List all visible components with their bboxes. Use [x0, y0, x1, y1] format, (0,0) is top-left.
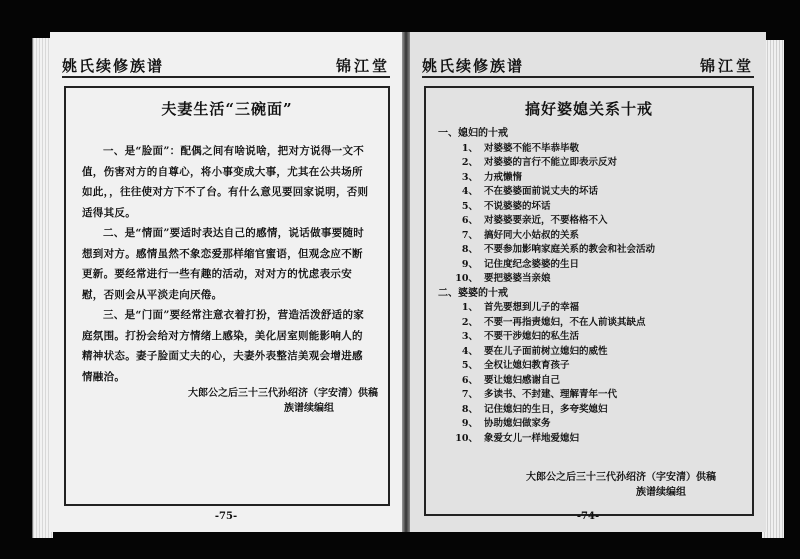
section1-item-number: 10、: [455, 273, 478, 284]
section2-item-number: 1、: [461, 302, 478, 313]
section2-title: 二、婆婆的十戒: [438, 287, 508, 299]
daughter-in-law-section: [438, 127, 752, 287]
book-gutter: [402, 32, 410, 532]
section2-item-number: 7、: [461, 389, 478, 400]
section2-item: [452, 388, 752, 403]
paragraph-face: 一、是“脸面”：配偶之间有啥说啥，把对方说得一文不值，伤害对方的自尊心，将小事变成大事，尤其在公共场所如此，，往往使对方下不了台。有什么意见要回家说明，否则适得其反。: [82, 145, 369, 219]
section2-item: [452, 417, 752, 432]
section2-item: [452, 403, 752, 418]
right-signature: [526, 468, 716, 498]
right-page-title: 搞好婆媳关系十戒: [524, 100, 653, 118]
left-body-text: [66, 141, 388, 387]
section1-item: [452, 258, 752, 273]
section1-item: [452, 214, 752, 229]
right-header-family-name: 姚氏续修族谱: [422, 57, 525, 75]
section2-item-text: 象爱女儿一样地爱媳妇: [484, 432, 580, 444]
section2-item-text: 要让媳妇感谢自己: [484, 374, 561, 386]
section2-item-text: 全权让媳妇教育孩子: [484, 360, 570, 371]
left-page: [50, 32, 402, 532]
section2-item: [452, 316, 752, 331]
section1-item: [452, 171, 752, 186]
paragraph-appearance: 三、是“门面”要经常注意衣着打扮，营造活泼舒适的家庭氛围。打扮会给对方情绪上感染，美化居室则能影响人的精神状态。妻子脸面丈夫的心，夫妻外表整洁美观会增进感情融洽。: [82, 309, 365, 383]
left-signature: [188, 384, 378, 414]
left-content-frame: [64, 86, 390, 506]
section1-item-number: 9、: [461, 258, 478, 270]
section2-item: [452, 301, 752, 316]
section1-title: 一、媳妇的十戒: [438, 128, 508, 139]
section2-item-text: 多读书、不封建、理解青年一代: [484, 389, 618, 400]
section1-item: [452, 243, 752, 258]
left-page-header: [62, 54, 390, 78]
section2-item: [452, 432, 752, 447]
right-signature-author: 大郎公之后三十三代孙绍济（字安清）供稿: [526, 472, 716, 483]
section1-item-number: 4、: [461, 186, 478, 197]
left-page-number: -75-: [214, 511, 238, 522]
section2-item-text: 协助媳妇做家务: [484, 418, 551, 429]
section1-item-number: 2、: [461, 157, 478, 168]
section2-item-number: 8、: [461, 403, 478, 415]
section2-item: [452, 374, 752, 389]
section1-item-text: 不说婆婆的坏话: [484, 200, 551, 212]
section1-item-number: 1、: [461, 142, 478, 154]
mother-in-law-section: [438, 287, 752, 447]
left-header-family-name: 姚氏续修族谱: [62, 57, 165, 75]
section1-item-text: 对婆婆的言行不能立即表示反对: [484, 157, 618, 168]
section1-item-number: 8、: [461, 244, 478, 255]
right-header-hall-name: 锦江堂: [699, 57, 754, 75]
section1-item: [452, 272, 752, 287]
section2-item: [452, 345, 752, 360]
left-page-title: 夫妻生活“三碗面”: [161, 100, 293, 118]
section2-item-text: 不要一再指责媳妇，不在人前谈其缺点: [484, 316, 646, 328]
section1-item: [452, 229, 752, 244]
right-content-frame: [424, 86, 754, 516]
section2-item: [452, 330, 752, 345]
section1-item-text: 不在婆婆面前说丈夫的坏话: [484, 186, 599, 197]
section2-item: [452, 359, 752, 374]
section1-item-number: 5、: [461, 200, 478, 212]
section2-item-text: 不要干涉媳妇的私生活: [484, 331, 580, 342]
section1-item-text: 搞好同大小姑叔的关系: [484, 229, 580, 241]
section1-item-text: 对婆婆要亲近，不要格格不入: [484, 215, 608, 226]
section2-item-number: 2、: [461, 316, 478, 328]
right-page-number: -74-: [576, 511, 600, 522]
section1-list: [452, 142, 752, 287]
section2-list: [452, 301, 752, 446]
section2-item-text: 首先要想到儿子的幸福: [484, 302, 580, 313]
section1-item-number: 3、: [461, 171, 478, 183]
section1-item: [452, 200, 752, 215]
section2-item-text: 记住媳妇的生日，多夸奖媳妇: [484, 403, 608, 415]
section2-item-text: 要在儿子面前树立媳妇的威性: [484, 345, 608, 357]
section1-item: [452, 185, 752, 200]
section2-item-number: 4、: [461, 345, 478, 357]
section1-item-text: 不要参加影响家庭关系的教会和社会活动: [484, 244, 656, 255]
open-book: [32, 26, 777, 538]
left-header-hall-name: 锦江堂: [335, 57, 390, 75]
section2-item-number: 3、: [461, 331, 478, 342]
left-signature-author: 大郎公之后三十三代孙绍济（字安清）供稿: [188, 388, 378, 399]
section1-item-number: 7、: [461, 229, 478, 241]
section2-item-number: 5、: [461, 360, 478, 371]
section2-item-number: 6、: [461, 374, 478, 386]
right-page-header: [422, 54, 754, 78]
section1-item-text: 力戒懒惰: [484, 171, 523, 183]
section1-item-number: 6、: [461, 215, 478, 226]
section1-item: [452, 142, 752, 157]
section1-item-text: 对婆婆不能不毕恭毕敬: [484, 142, 580, 154]
section2-item-number: 9、: [461, 418, 478, 429]
section1-item-text: 记住度纪念婆婆的生日: [484, 258, 580, 270]
left-signature-group: 族谱续编组: [284, 403, 334, 414]
section1-item: [452, 156, 752, 171]
paragraph-feelings: 二、是“情面”要适时表达自己的感情，说话做事要随时想到对方。感情虽然不象恋爱那样缩官蜜语，但观念应不断更新。要经常进行一些有趣的活动，对对方的忧虑表示安慰，否则会从平淡走向厌倦。: [82, 227, 365, 301]
section1-item-text: 要把婆婆当亲娘: [484, 273, 551, 284]
section2-item-number: 10、: [455, 432, 478, 444]
right-signature-group: 族谱续编组: [636, 487, 686, 498]
right-page: [410, 32, 766, 532]
